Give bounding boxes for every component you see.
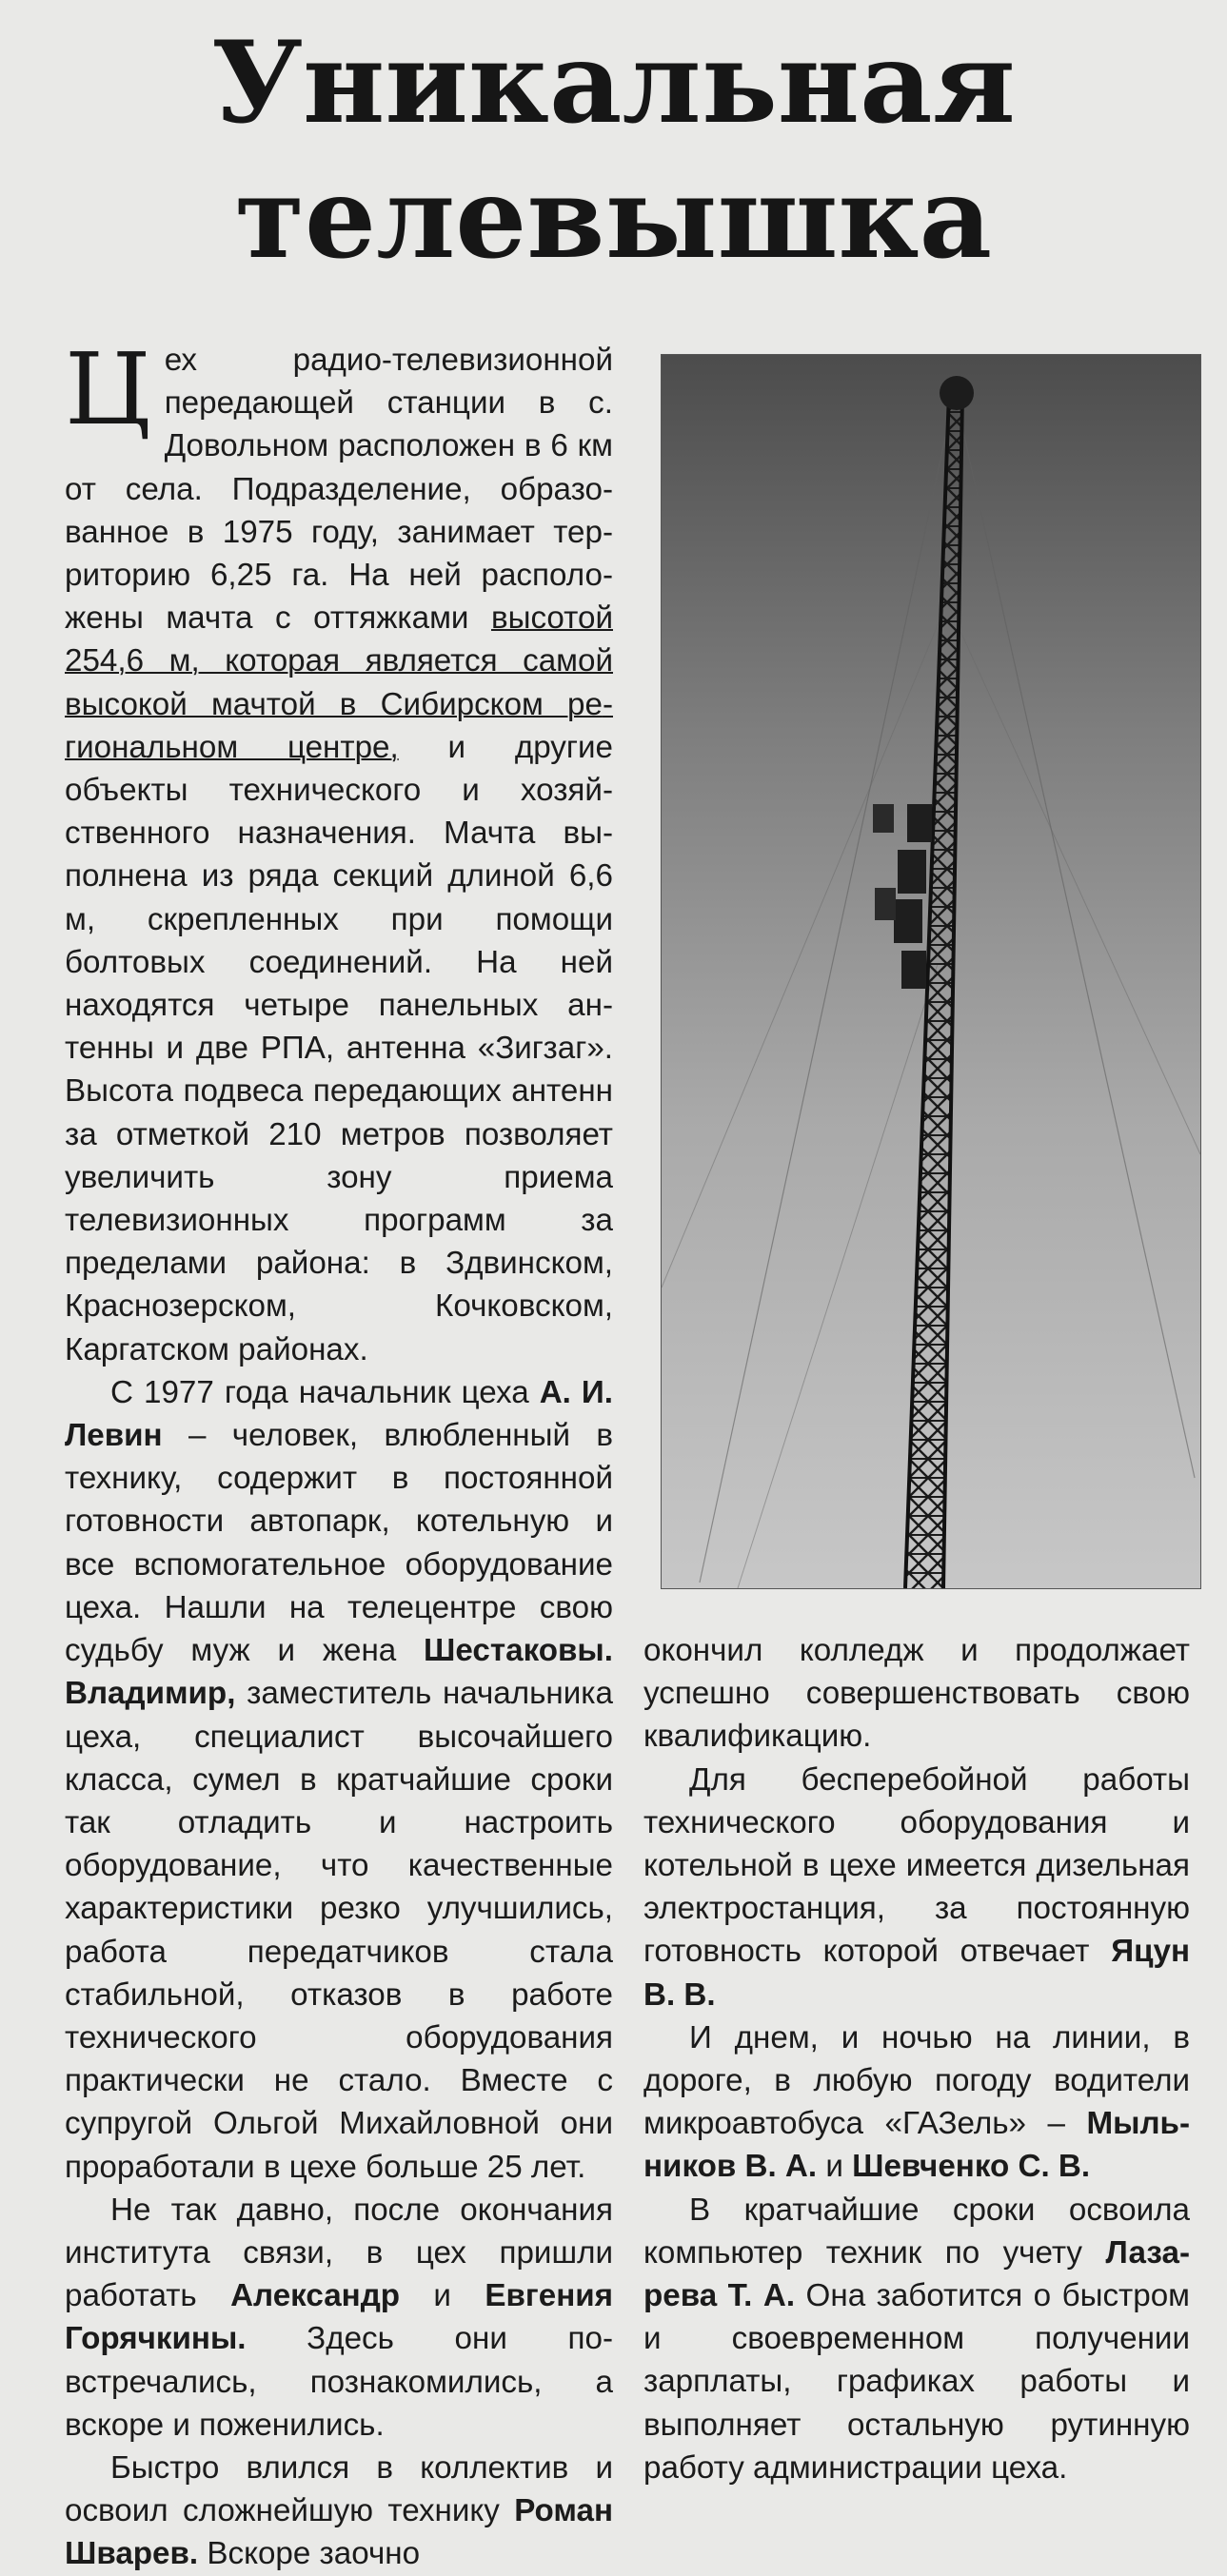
paragraph-3-text-b: и xyxy=(400,2278,485,2314)
paragraph-3-text-c: Здесь они повстречались, познакомились, а вскоре и поженились. xyxy=(65,2321,613,2443)
person-name: Лазарева Т. А. xyxy=(643,2234,1190,2314)
paragraph-2-text-c: заместитель начальника цеха, специалист высочайшего класса, сумел в кратчайшие сроки так отладить и настроить оборудование, что качественные характеристики резко улучшились, работа передатчиков стала стабильной, отказов в работе технического оборудования практически не стало. Вместе с супругой Ольгой Михайловной они проработали в цехе больше 25 лет. xyxy=(65,1676,613,2185)
person-name: Роман Шварев. xyxy=(65,2493,613,2572)
tv-tower-drawing xyxy=(662,355,1200,1588)
paragraph-3-text-a: Не так давно, после окончания института связи, в цех пришли работать xyxy=(65,2192,613,2314)
paragraph-1 xyxy=(65,331,613,1371)
paragraph-2-text-a: С 1977 года начальник цеха xyxy=(110,1374,540,1410)
paragraph-6 xyxy=(643,1759,1190,2016)
paragraph-7-text-a: И днем, и ночью на линии, в дороге, в любую погоду водители микроавтобуса «ГАЗель» – xyxy=(643,2019,1190,2142)
paragraph-7 xyxy=(643,2016,1190,2189)
paragraph-4 xyxy=(65,2447,613,2576)
mast-top-beacon xyxy=(940,376,974,410)
person-name: Яцун В. В. xyxy=(643,1934,1190,2013)
drop-cap: Ц xyxy=(65,331,151,447)
person-name: Мыльников В. А. xyxy=(643,2106,1190,2185)
person-name: А. И. Левин xyxy=(65,1374,614,1454)
paragraph-1-rest: и другие объекты технического и хозяйственного назначения. Мачта выполнена из ряда секций длиной 6,6 м, скрепленных при помощи болтовых соединений. На ней находятся четыре панельных антенны и две РПА, антенна «Зигзаг». Высота подвеса передающих антенн за отметкой 210 метров позволяет увеличить зону приема телевизионных программ за пределами района: в Здвинском, Краснозерском, Кочковском, Каргатском районах. xyxy=(65,729,613,1367)
headline-line-1: Уникальная xyxy=(211,16,1016,148)
paragraph-4-text-b: Вскоре заочно xyxy=(198,2536,421,2572)
paragraph-8-text-a: В кратчайшие сроки освоила компьютер техник по учету xyxy=(643,2192,1190,2271)
tv-tower-photo xyxy=(661,354,1201,1589)
paragraph-7-text-b: и xyxy=(817,2149,853,2185)
paragraph-1-text: ех радио-телевизионной передающей станции в с. Довольном расположен в 6 км от села. Подразделение, образованное в 1975 году, занимает территорию 6,25 га. На ней расположены мачта с оттяжками xyxy=(65,343,613,637)
person-name: Шевченко С. В. xyxy=(852,2149,1091,2185)
paragraph-6-text: Для бесперебойной работы технического оборудования и котельной в цехе имеется дизельная электростанция, за постоянную готовность которой отвечает xyxy=(643,1761,1190,1970)
paragraph-5: окончил колледж и продолжает успешно совершенствовать свою квалификацию. xyxy=(643,1633,1190,1755)
headline-line-2: телевышка xyxy=(234,151,993,284)
paragraph-2 xyxy=(65,1371,613,2189)
person-name: Евгения Горячкины. xyxy=(65,2278,614,2357)
paragraph-8 xyxy=(643,2189,1190,2489)
article-column-left xyxy=(65,331,614,2576)
paragraph-4-text-a: Быстро влился в коллектив и освоил сложнейшую технику xyxy=(65,2449,613,2529)
person-name: Александр xyxy=(230,2278,401,2314)
underlined-highlight: высотой 254,6 м, которая является самой высокой мачтой в Сибирском региональном центре, xyxy=(65,600,613,765)
article-column-right xyxy=(643,1629,1190,2489)
paragraph-8-text-b: Она заботится о быстром и своевременном получении зарплаты, графиках работы и выполняет остальную рутинную работу администрации цеха. xyxy=(643,2278,1190,2486)
paragraph-3 xyxy=(65,2189,613,2447)
person-name: Шестаковы. Владимир, xyxy=(65,1633,613,1712)
paragraph-2-text-b: – человек, влюбленный в технику, содержит в постоянной готовности автопарк, котельную и все вспомогательное оборудование цеха. Нашли на телецентре свою судьбу муж и жена xyxy=(65,1418,613,1669)
headline xyxy=(0,15,1227,285)
